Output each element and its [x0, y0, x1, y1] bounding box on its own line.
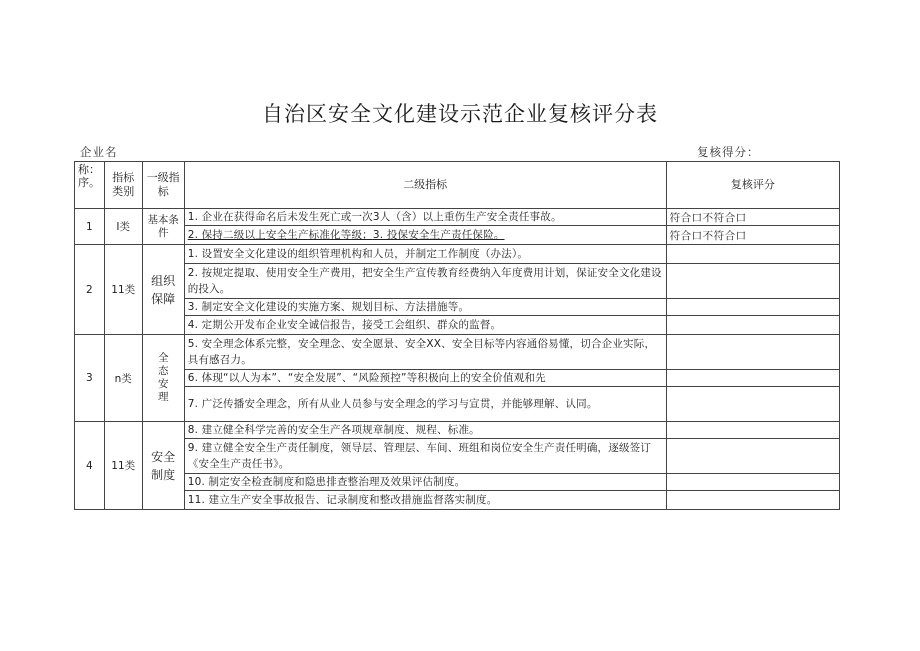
level2-item: 2. 按规定提取、使用安全生产费用，把安全生产宣传教育经费纳入年度费用计划，保证安全文化建设的投入。	[184, 264, 666, 299]
table-row	[75, 226, 840, 245]
table-row	[75, 209, 840, 226]
group-seq: 4	[75, 422, 105, 510]
level2-item	[184, 226, 666, 245]
table-row	[75, 491, 840, 510]
table-row	[75, 439, 840, 474]
header-seq: 称：序。	[75, 162, 105, 209]
group-seq: 2	[75, 245, 105, 335]
level2-item: 11. 建立生产安全事故报告、记录制度和整改措施监督落实制度。	[184, 491, 666, 510]
header-level2: 二级指标	[184, 162, 666, 209]
score-cell[interactable]	[666, 316, 839, 335]
header-score: 复核评分	[666, 162, 839, 209]
level2-item: 9. 建立健全安全生产责任制度，领导层、管理层、车间、班组和岗位安全生产责任明确，逐级签订《安全生产责任书》。	[184, 439, 666, 474]
level2-item: 1. 企业在获得命名后未发生死亡或一次3人（含）以上重伤生产安全责任事故。	[184, 209, 666, 226]
level2-text-cont: 3. 投保安全生产责任保险。	[372, 229, 505, 241]
score-cell[interactable]: 符合口不符合口	[666, 209, 839, 226]
level2-item: 7. 广泛传播安全理念，所有从业人员参与安全理念的学习与宣贯，并能够理解、认同。	[184, 387, 666, 422]
header-category: 指标类别	[104, 162, 142, 209]
group-category: I类	[104, 209, 142, 245]
table-row	[75, 299, 840, 316]
level2-item: 6. 体现“以人为本”、“安全发展”、“风险预控”等积极向上的安全价值观和先	[184, 370, 666, 387]
group-level1-text: 组织保障	[151, 273, 176, 306]
table-row	[75, 316, 840, 335]
table-row	[75, 370, 840, 387]
group-level1	[142, 422, 184, 510]
table-row	[75, 422, 840, 439]
score-cell[interactable]	[666, 422, 839, 439]
table-row	[75, 474, 840, 491]
score-cell[interactable]	[666, 439, 839, 474]
score-cell[interactable]	[666, 264, 839, 299]
score-cell[interactable]	[666, 491, 839, 510]
group-seq: 3	[75, 335, 105, 422]
group-category: n类	[104, 335, 142, 422]
group-level1	[142, 245, 184, 335]
group-category: 11类	[104, 245, 142, 335]
level2-text: 2. 保持二级以上安全生产标准化等级；	[187, 229, 373, 241]
table-row	[75, 387, 840, 422]
level2-item: 3. 制定安全文化建设的实施方案、规划目标、方法措施等。	[184, 299, 666, 316]
group-level1-text: 安全制度	[151, 449, 176, 482]
score-cell[interactable]	[666, 245, 839, 264]
level2-item: 4. 定期公开发布企业安全诚信报告，接受工会组织、群众的监督。	[184, 316, 666, 335]
table-row	[75, 264, 840, 299]
scoring-table	[74, 161, 840, 510]
group-seq: 1	[75, 209, 105, 245]
table-row	[75, 245, 840, 264]
score-cell[interactable]	[666, 299, 839, 316]
group-level1-text: 全态安理	[157, 352, 169, 403]
group-category: 11类	[104, 422, 142, 510]
company-name-label: 企业名	[80, 145, 118, 159]
score-cell[interactable]	[666, 370, 839, 387]
level2-item: 1. 设置安全文化建设的组织管理机构和人员，并制定工作制度（办法）。	[184, 245, 666, 264]
table-row	[75, 335, 840, 370]
page-title: 自治区安全文化建设示范企业复核评分表	[262, 102, 658, 126]
group-level1	[142, 335, 184, 422]
score-cell[interactable]	[666, 335, 839, 370]
score-cell[interactable]	[666, 474, 839, 491]
table-header-row	[75, 162, 840, 209]
group-level1-text: 基本条件	[147, 213, 179, 239]
level2-item: 10. 制定安全检查制度和隐患排查整治理及效果评估制度。	[184, 474, 666, 491]
group-level1	[142, 209, 184, 245]
level2-item: 5. 安全理念体系完整，安全理念、安全愿景、安全XX、安全目标等内容通俗易懂，切合企业实际，具有感召力。	[184, 335, 666, 370]
score-cell[interactable]: 符合口不符合口	[666, 226, 839, 245]
header-level1: 一级指标	[142, 162, 184, 209]
score-cell[interactable]	[666, 387, 839, 422]
level2-item: 8. 建立健全科学完善的安全生产各项规章制度、规程、标准。	[184, 422, 666, 439]
review-score-label: 复核得分：	[697, 145, 760, 159]
